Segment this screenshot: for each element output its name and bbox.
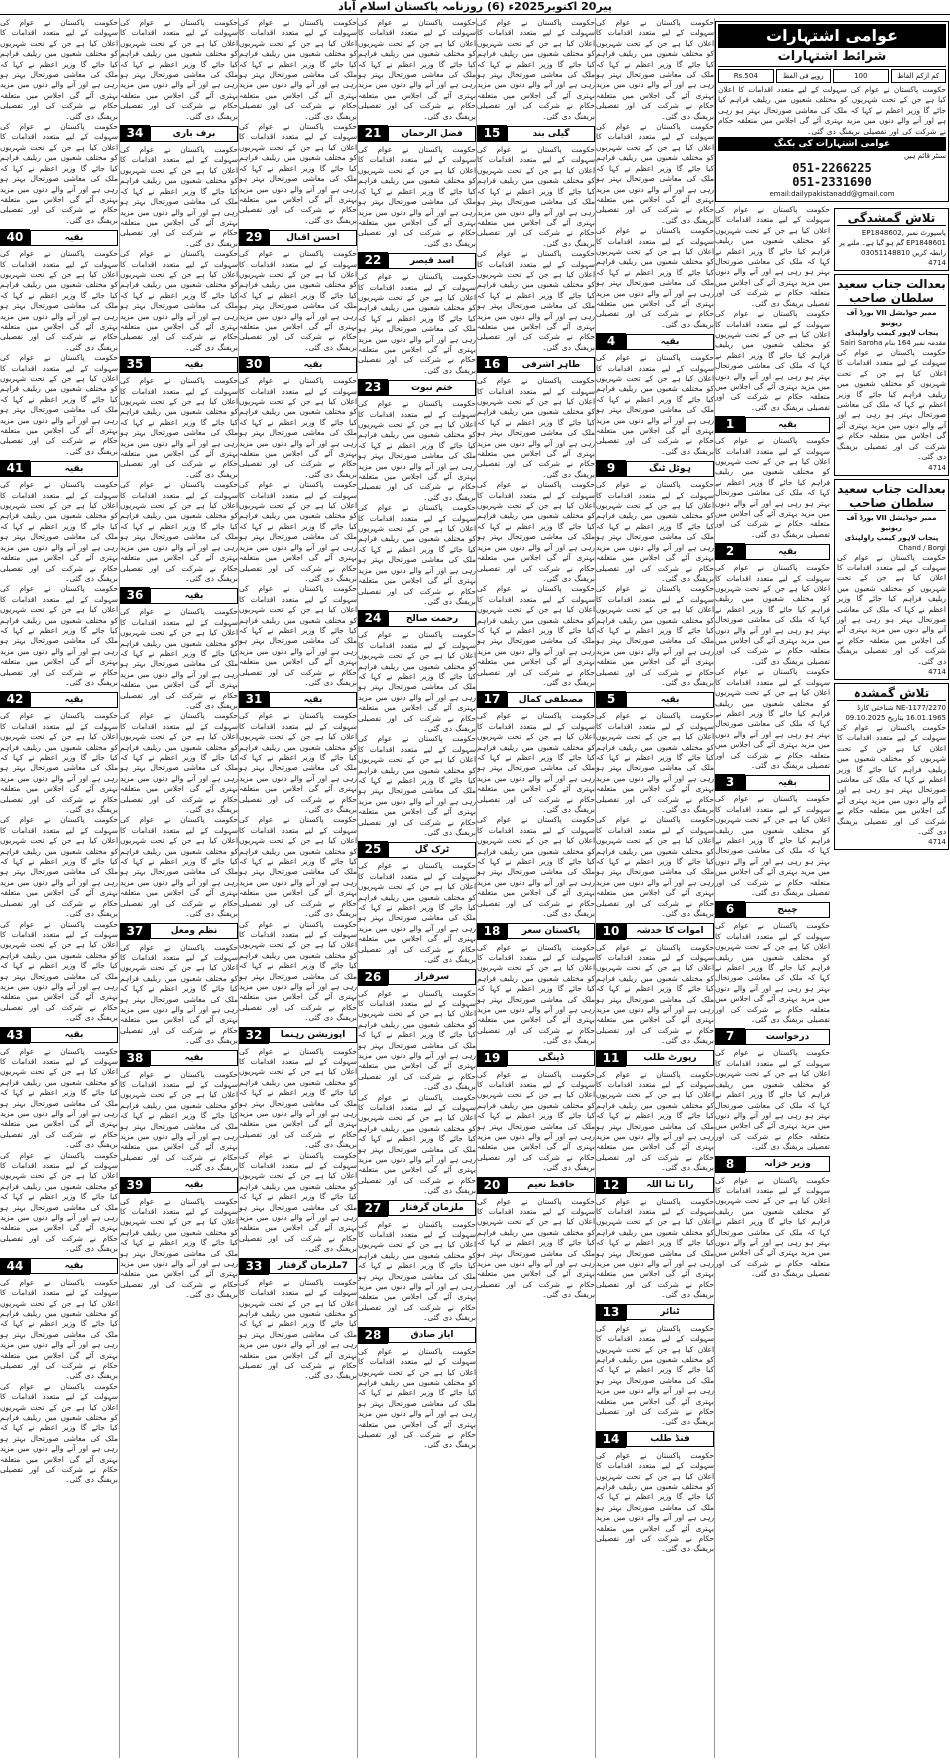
continuation-marker: 16 طاہر اشرفی [477, 356, 595, 373]
continuation-marker: 15 گیلی بند [477, 125, 595, 142]
continuation-marker: 3 بقیہ [715, 774, 830, 791]
continuation-marker: 21 فضل الرحمان [358, 125, 476, 142]
column-3: حکومت پاکستان نے عوام کی سہولت کے لیے متعدد اقدامات کا اعلان کیا ہے جن کے تحت شہریوں کو مختلف شعبوں میں ریلیف فراہم کیا جائے گا وزیر اعظم نے کہا کہ ملک کی معاشی صورتحال بہتر ہو رہی ہے اور آنے والے دنوں میں مزید بہتری آئے گی اجلاس میں متعلقہ حکام نے شرکت کی اور تفصیلی بریفنگ دی گئی۔ حکومت پاکستان نے عوام کی سہولت کے لیے متعدد اقدامات کا اعلان کیا ہے جن کے تحت شہریوں کو مختلف شعبوں میں ریلیف فراہم کیا جائے گا وزیر اعظم نے کہا کہ ملک کی معاشی صورتحال بہتر ہو رہی ہے اور آنے والے دنوں میں مزید بہتری آئے گی اجلاس میں متعلقہ حکام نے شرکت کی اور تفصیلی بریفنگ دی گئی۔ 29 احسن اقبال حکومت پاکستان نے عوام کی سہولت کے لیے متعدد اقدامات کا اعلان کیا ہے جن کے تحت شہریوں کو مختلف شعبوں میں ریلیف فراہم کیا جائے گا وزیر اعظم نے کہا کہ ملک کی معاشی صورتحال بہتر ہو رہی ہے اور آنے والے دنوں میں مزید بہتری آئے گی اجلاس میں متعلقہ حکام نے شرکت کی اور تفصیلی بریفنگ دی گئی۔ 30 بقیہ حکومت پاکستان نے عوام کی سہولت کے لیے متعدد اقدامات کا اعلان کیا ہے جن کے تحت شہریوں کو مختلف شعبوں میں ریلیف فراہم کیا جائے گا وزیر اعظم نے کہا کہ ملک کی معاشی صورتحال بہتر ہو رہی ہے اور آنے والے دنوں میں مزید بہتری آئے گی اجلاس میں متعلقہ حکام نے شرکت کی اور تفصیلی بریفنگ دی گئی۔ حکومت پاکستان نے عوام کی سہولت کے لیے متعدد اقدامات کا اعلان کیا ہے جن کے تحت شہریوں کو مختلف شعبوں میں ریلیف فراہم کیا جائے گا وزیر اعظم نے کہا کہ ملک کی معاشی صورتحال بہتر ہو رہی ہے اور آنے والے دنوں میں مزید بہتری آئے گی اجلاس میں متعلقہ حکام نے شرکت کی اور تفصیلی بریفنگ دی گئی۔ حکومت پاکستان نے عوام کی سہولت کے لیے متعدد اقدامات کا اعلان کیا ہے جن کے تحت شہریوں کو مختلف شعبوں میں ریلیف فراہم کیا جائے گا وزیر اعظم نے کہا کہ ملک کی معاشی صورتحال بہتر ہو رہی ہے اور آنے والے دنوں میں مزید بہتری آئے گی اجلاس میں متعلقہ حکام نے شرکت کی اور تفصیلی بریفنگ دی گئی۔ 31 بقیہ حکومت پاکستان نے عوام کی سہولت کے لیے متعدد اقدامات کا اعلان کیا ہے جن کے تحت شہریوں کو مختلف شعبوں میں ریلیف فراہم کیا جائے گا وزیر اعظم نے کہا کہ ملک کی معاشی صورتحال بہتر ہو رہی ہے اور آنے والے دنوں میں مزید بہتری آئے گی اجلاس میں متعلقہ حکام نے شرکت کی اور تفصیلی بریفنگ دی گئی۔ حکومت پاکستان نے عوام کی سہولت کے لیے متعدد اقدامات کا اعلان کیا ہے جن کے تحت شہریوں کو مختلف شعبوں میں ریلیف فراہم کیا جائے گا وزیر اعظم نے کہا کہ ملک کی معاشی صورتحال بہتر ہو رہی ہے اور آنے والے دنوں میں مزید بہتری آئے گی اجلاس میں متعلقہ حکام نے شرکت کی اور تفصیلی بریفنگ دی گئی۔ حکومت پاکستان نے عوام کی سہولت کے لیے متعدد اقدامات کا اعلان کیا ہے جن کے تحت شہریوں کو مختلف شعبوں میں ریلیف فراہم کیا جائے گا وزیر اعظم نے کہا کہ ملک کی معاشی صورتحال بہتر ہو رہی ہے اور آنے والے دنوں میں مزید بہتری آئے گی اجلاس میں متعلقہ حکام نے شرکت کی اور تفصیلی بریفنگ دی گئی۔ 32 اپوزیشن رہنما حکومت پاکستان نے عوام کی سہولت کے لیے متعدد اقدامات کا اعلان کیا ہے جن کے تحت شہریوں کو مختلف شعبوں میں ریلیف فراہم کیا جائے گا وزیر اعظم نے کہا کہ ملک کی معاشی صورتحال بہتر ہو رہی ہے اور آنے والے دنوں میں مزید بہتری آئے گی اجلاس میں متعلقہ حکام نے شرکت کی اور تفصیلی بریفنگ دی گئی۔ حکومت پاکستان نے عوام کی سہولت کے لیے متعدد اقدامات کا اعلان کیا ہے جن کے تحت شہریوں کو مختلف شعبوں میں ریلیف فراہم کیا جائے گا وزیر اعظم نے کہا کہ ملک کی معاشی صورتحال بہتر ہو رہی ہے اور آنے والے دنوں میں مزید بہتری آئے گی اجلاس میں متعلقہ حکام نے شرکت کی اور تفصیلی بریفنگ دی گئی۔ 33 7ملزمان گرفتار حکومت پاکستان نے عوام کی سہولت کے لیے متعدد اقدامات کا اعلان کیا ہے جن کے تحت شہریوں کو مختلف شعبوں میں ریلیف فراہم کیا جائے گا وزیر اعظم نے کہا کہ ملک کی معاشی صورتحال بہتر ہو رہی ہے اور آنے والے دنوں میں مزید بہتری آئے گی اجلاس میں متعلقہ حکام نے شرکت کی اور تفصیلی بریفنگ دی گئی۔ [238, 18, 357, 1758]
continuation-marker: 1 بقیہ [715, 416, 830, 433]
continuation-marker: 4 بقیہ [596, 333, 714, 350]
continuation-marker: 36 بقیہ [120, 587, 238, 604]
continuation-marker: 31 بقیہ [239, 691, 357, 708]
continuation-marker: 44 بقیہ [0, 1258, 118, 1275]
column-4: حکومت پاکستان نے عوام کی سہولت کے لیے متعدد اقدامات کا اعلان کیا ہے جن کے تحت شہریوں کو مختلف شعبوں میں ریلیف فراہم کیا جائے گا وزیر اعظم نے کہا کہ ملک کی معاشی صورتحال بہتر ہو رہی ہے اور آنے والے دنوں میں مزید بہتری آئے گی اجلاس میں متعلقہ حکام نے شرکت کی اور تفصیلی بریفنگ دی گئی۔ 21 فضل الرحمان حکومت پاکستان نے عوام کی سہولت کے لیے متعدد اقدامات کا اعلان کیا ہے جن کے تحت شہریوں کو مختلف شعبوں میں ریلیف فراہم کیا جائے گا وزیر اعظم نے کہا کہ ملک کی معاشی صورتحال بہتر ہو رہی ہے اور آنے والے دنوں میں مزید بہتری آئے گی اجلاس میں متعلقہ حکام نے شرکت کی اور تفصیلی بریفنگ دی گئی۔ 22 اسد قیصر حکومت پاکستان نے عوام کی سہولت کے لیے متعدد اقدامات کا اعلان کیا ہے جن کے تحت شہریوں کو مختلف شعبوں میں ریلیف فراہم کیا جائے گا وزیر اعظم نے کہا کہ ملک کی معاشی صورتحال بہتر ہو رہی ہے اور آنے والے دنوں میں مزید بہتری آئے گی اجلاس میں متعلقہ حکام نے شرکت کی اور تفصیلی بریفنگ دی گئی۔ 23 ختم نبوت حکومت پاکستان نے عوام کی سہولت کے لیے متعدد اقدامات کا اعلان کیا ہے جن کے تحت شہریوں کو مختلف شعبوں میں ریلیف فراہم کیا جائے گا وزیر اعظم نے کہا کہ ملک کی معاشی صورتحال بہتر ہو رہی ہے اور آنے والے دنوں میں مزید بہتری آئے گی اجلاس میں متعلقہ حکام نے شرکت کی اور تفصیلی بریفنگ دی گئی۔ حکومت پاکستان نے عوام کی سہولت کے لیے متعدد اقدامات کا اعلان کیا ہے جن کے تحت شہریوں کو مختلف شعبوں میں ریلیف فراہم کیا جائے گا وزیر اعظم نے کہا کہ ملک کی معاشی صورتحال بہتر ہو رہی ہے اور آنے والے دنوں میں مزید بہتری آئے گی اجلاس میں متعلقہ حکام نے شرکت کی اور تفصیلی بریفنگ دی گئی۔ 24 رحمت صالح حکومت پاکستان نے عوام کی سہولت کے لیے متعدد اقدامات کا اعلان کیا ہے جن کے تحت شہریوں کو مختلف شعبوں میں ریلیف فراہم کیا جائے گا وزیر اعظم نے کہا کہ ملک کی معاشی صورتحال بہتر ہو رہی ہے اور آنے والے دنوں میں مزید بہتری آئے گی اجلاس میں متعلقہ حکام نے شرکت کی اور تفصیلی بریفنگ دی گئی۔ حکومت پاکستان نے عوام کی سہولت کے لیے متعدد اقدامات کا اعلان کیا ہے جن کے تحت شہریوں کو مختلف شعبوں میں ریلیف فراہم کیا جائے گا وزیر اعظم نے کہا کہ ملک کی معاشی صورتحال بہتر ہو رہی ہے اور آنے والے دنوں میں مزید بہتری آئے گی اجلاس میں متعلقہ حکام نے شرکت کی اور تفصیلی بریفنگ دی گئی۔ 25 ٹرک گل حکومت پاکستان نے عوام کی سہولت کے لیے متعدد اقدامات کا اعلان کیا ہے جن کے تحت شہریوں کو مختلف شعبوں میں ریلیف فراہم کیا جائے گا وزیر اعظم نے کہا کہ ملک کی معاشی صورتحال بہتر ہو رہی ہے اور آنے والے دنوں میں مزید بہتری آئے گی اجلاس میں متعلقہ حکام نے شرکت کی اور تفصیلی بریفنگ دی گئی۔ 26 سرفراز حکومت پاکستان نے عوام کی سہولت کے لیے متعدد اقدامات کا اعلان کیا ہے جن کے تحت شہریوں کو مختلف شعبوں میں ریلیف فراہم کیا جائے گا وزیر اعظم نے کہا کہ ملک کی معاشی صورتحال بہتر ہو رہی ہے اور آنے والے دنوں میں مزید بہتری آئے گی اجلاس میں متعلقہ حکام نے شرکت کی اور تفصیلی بریفنگ دی گئی۔ حکومت پاکستان نے عوام کی سہولت کے لیے متعدد اقدامات کا اعلان کیا ہے جن کے تحت شہریوں کو مختلف شعبوں میں ریلیف فراہم کیا جائے گا وزیر اعظم نے کہا کہ ملک کی معاشی صورتحال بہتر ہو رہی ہے اور آنے والے دنوں میں مزید بہتری آئے گی اجلاس میں متعلقہ حکام نے شرکت کی اور تفصیلی بریفنگ دی گئی۔ 27 ملزمان گرفتار حکومت پاکستان نے عوام کی سہولت کے لیے متعدد اقدامات کا اعلان کیا ہے جن کے تحت شہریوں کو مختلف شعبوں میں ریلیف فراہم کیا جائے گا وزیر اعظم نے کہا کہ ملک کی معاشی صورتحال بہتر ہو رہی ہے اور آنے والے دنوں میں مزید بہتری آئے گی اجلاس میں متعلقہ حکام نے شرکت کی اور تفصیلی بریفنگ دی گئی۔ 28 ایاز صادق حکومت پاکستان نے عوام کی سہولت کے لیے متعدد اقدامات کا اعلان کیا ہے جن کے تحت شہریوں کو مختلف شعبوں میں ریلیف فراہم کیا جائے گا وزیر اعظم نے کہا کہ ملک کی معاشی صورتحال بہتر ہو رہی ہے اور آنے والے دنوں میں مزید بہتری آئے گی اجلاس میں متعلقہ حکام نے شرکت کی اور تفصیلی بریفنگ دی گئی۔ [357, 18, 476, 1758]
continuation-marker: 34 برف باری [120, 125, 238, 142]
column-text: حکومت پاکستان نے عوام کی سہولت کے لیے متعدد اقدامات کا اعلان کیا ہے جن کے تحت شہریوں کو مختلف شعبوں میں ریلیف فراہم کیا جائے گا وزیر اعظم نے کہا کہ ملک کی معاشی صورتحال بہتر ہو رہی ہے اور آنے والے دنوں میں مزید بہتری آئے گی اجلاس میں متعلقہ حکام نے شرکت کی اور تفصیلی بریفنگ دی گئی۔ [0, 18, 118, 121]
continuation-marker: 9 ہوٹل ٹنگ [596, 460, 714, 477]
phone-1: 051-2266225 [792, 161, 872, 176]
ads-rates: کم ازکم الفاظ 100 روپے فی الفظ Rs.504 [718, 67, 946, 85]
notice-lost-cnic: تلاش گمشدہ NE-1177/2270 شناختی کارڈ 16.01.1965 بتاریخ 09.10.2025 حکومت پاکستان نے عوام کی سہولت کے لیے متعدد اقدامات کا اعلان کیا ہے جن کے تحت شہریوں کو مختلف شعبوں میں ریلیف فراہم کیا جائے گا وزیر اعظم نے کہا کہ ملک کی معاشی صورتحال بہتر ہو رہی ہے اور آنے والے دنوں میں مزید بہتری آئے گی اجلاس میں متعلقہ حکام نے شرکت کی اور تفصیلی بریفنگ دی گئی۔ 4714 [834, 683, 949, 850]
continuation-marker: 8 وزیر خزانہ [715, 1156, 830, 1173]
continuation-marker: 29 احسن اقبال [239, 229, 357, 246]
column-7-ads [714, 18, 949, 1758]
continuation-marker: 17 مصطفی کمال [477, 691, 595, 708]
continuation-marker: 6 چینج [715, 901, 830, 918]
continuation-marker: 32 اپوزیشن رہنما [239, 1027, 357, 1044]
continuation-marker: 30 بقیہ [239, 356, 357, 373]
column-1: حکومت پاکستان نے عوام کی سہولت کے لیے متعدد اقدامات کا اعلان کیا ہے جن کے تحت شہریوں کو مختلف شعبوں میں ریلیف فراہم کیا جائے گا وزیر اعظم نے کہا کہ ملک کی معاشی صورتحال بہتر ہو رہی ہے اور آنے والے دنوں میں مزید بہتری آئے گی اجلاس میں متعلقہ حکام نے شرکت کی اور تفصیلی بریفنگ دی گئی۔ حکومت پاکستان نے عوام کی سہولت کے لیے متعدد اقدامات کا اعلان کیا ہے جن کے تحت شہریوں کو مختلف شعبوں میں ریلیف فراہم کیا جائے گا وزیر اعظم نے کہا کہ ملک کی معاشی صورتحال بہتر ہو رہی ہے اور آنے والے دنوں میں مزید بہتری آئے گی اجلاس میں متعلقہ حکام نے شرکت کی اور تفصیلی بریفنگ دی گئی۔ 40 بقیہ حکومت پاکستان نے عوام کی سہولت کے لیے متعدد اقدامات کا اعلان کیا ہے جن کے تحت شہریوں کو مختلف شعبوں میں ریلیف فراہم کیا جائے گا وزیر اعظم نے کہا کہ ملک کی معاشی صورتحال بہتر ہو رہی ہے اور آنے والے دنوں میں مزید بہتری آئے گی اجلاس میں متعلقہ حکام نے شرکت کی اور تفصیلی بریفنگ دی گئی۔ حکومت پاکستان نے عوام کی سہولت کے لیے متعدد اقدامات کا اعلان کیا ہے جن کے تحت شہریوں کو مختلف شعبوں میں ریلیف فراہم کیا جائے گا وزیر اعظم نے کہا کہ ملک کی معاشی صورتحال بہتر ہو رہی ہے اور آنے والے دنوں میں مزید بہتری آئے گی اجلاس میں متعلقہ حکام نے شرکت کی اور تفصیلی بریفنگ دی گئی۔ 41 بقیہ حکومت پاکستان نے عوام کی سہولت کے لیے متعدد اقدامات کا اعلان کیا ہے جن کے تحت شہریوں کو مختلف شعبوں میں ریلیف فراہم کیا جائے گا وزیر اعظم نے کہا کہ ملک کی معاشی صورتحال بہتر ہو رہی ہے اور آنے والے دنوں میں مزید بہتری آئے گی اجلاس میں متعلقہ حکام نے شرکت کی اور تفصیلی بریفنگ دی گئی۔ حکومت پاکستان نے عوام کی سہولت کے لیے متعدد اقدامات کا اعلان کیا ہے جن کے تحت شہریوں کو مختلف شعبوں میں ریلیف فراہم کیا جائے گا وزیر اعظم نے کہا کہ ملک کی معاشی صورتحال بہتر ہو رہی ہے اور آنے والے دنوں میں مزید بہتری آئے گی اجلاس میں متعلقہ حکام نے شرکت کی اور تفصیلی بریفنگ دی گئی۔ 42 بقیہ حکومت پاکستان نے عوام کی سہولت کے لیے متعدد اقدامات کا اعلان کیا ہے جن کے تحت شہریوں کو مختلف شعبوں میں ریلیف فراہم کیا جائے گا وزیر اعظم نے کہا کہ ملک کی معاشی صورتحال بہتر ہو رہی ہے اور آنے والے دنوں میں مزید بہتری آئے گی اجلاس میں متعلقہ حکام نے شرکت کی اور تفصیلی بریفنگ دی گئی۔ حکومت پاکستان نے عوام کی سہولت کے لیے متعدد اقدامات کا اعلان کیا ہے جن کے تحت شہریوں کو مختلف شعبوں میں ریلیف فراہم کیا جائے گا وزیر اعظم نے کہا کہ ملک کی معاشی صورتحال بہتر ہو رہی ہے اور آنے والے دنوں میں مزید بہتری آئے گی اجلاس میں متعلقہ حکام نے شرکت کی اور تفصیلی بریفنگ دی گئی۔ حکومت پاکستان نے عوام کی سہولت کے لیے متعدد اقدامات کا اعلان کیا ہے جن کے تحت شہریوں کو مختلف شعبوں میں ریلیف فراہم کیا جائے گا وزیر اعظم نے کہا کہ ملک کی معاشی صورتحال بہتر ہو رہی ہے اور آنے والے دنوں میں مزید بہتری آئے گی اجلاس میں متعلقہ حکام نے شرکت کی اور تفصیلی بریفنگ دی گئی۔ 43 بقیہ حکومت پاکستان نے عوام کی سہولت کے لیے متعدد اقدامات کا اعلان کیا ہے جن کے تحت شہریوں کو مختلف شعبوں میں ریلیف فراہم کیا جائے گا وزیر اعظم نے کہا کہ ملک کی معاشی صورتحال بہتر ہو رہی ہے اور آنے والے دنوں میں مزید بہتری آئے گی اجلاس میں متعلقہ حکام نے شرکت کی اور تفصیلی بریفنگ دی گئی۔ حکومت پاکستان نے عوام کی سہولت کے لیے متعدد اقدامات کا اعلان کیا ہے جن کے تحت شہریوں کو مختلف شعبوں میں ریلیف فراہم کیا جائے گا وزیر اعظم نے کہا کہ ملک کی معاشی صورتحال بہتر ہو رہی ہے اور آنے والے دنوں میں مزید بہتری آئے گی اجلاس میں متعلقہ حکام نے شرکت کی اور تفصیلی بریفنگ دی گئی۔ 44 بقیہ حکومت پاکستان نے عوام کی سہولت کے لیے متعدد اقدامات کا اعلان کیا ہے جن کے تحت شہریوں کو مختلف شعبوں میں ریلیف فراہم کیا جائے گا وزیر اعظم نے کہا کہ ملک کی معاشی صورتحال بہتر ہو رہی ہے اور آنے والے دنوں میں مزید بہتری آئے گی اجلاس میں متعلقہ حکام نے شرکت کی اور تفصیلی بریفنگ دی گئی۔ حکومت پاکستان نے عوام کی سہولت کے لیے متعدد اقدامات کا اعلان کیا ہے جن کے تحت شہریوں کو مختلف شعبوں میں ریلیف فراہم کیا جائے گا وزیر اعظم نے کہا کہ ملک کی معاشی صورتحال بہتر ہو رہی ہے اور آنے والے دنوں میں مزید بہتری آئے گی اجلاس میں متعلقہ حکام نے شرکت کی اور تفصیلی بریفنگ دی گئی۔ [0, 18, 118, 1485]
continuation-marker: 42 بقیہ [0, 691, 118, 708]
continuation-marker: 41 بقیہ [0, 460, 118, 477]
continuation-marker: 27 ملزمان گرفتار [358, 1200, 476, 1217]
phone-2: 051-2331690 [792, 175, 872, 190]
continuation-marker: 33 7ملزمان گرفتار [239, 1258, 357, 1275]
continuation-marker: 25 ٹرک گل [358, 841, 476, 858]
continuation-marker: 19 ڈینگی [477, 1050, 595, 1067]
public-ads-box: عوامی اشتہارات شرائط اشتہارات کم ازکم الفاظ 100 روپے فی الفظ Rs.504 حکومت پاکستان نے عوام کی سہولت کے لیے متعدد اقدامات کا اعلان کیا ہے جن کے تحت شہریوں کو مختلف شعبوں میں ریلیف فراہم کیا جائے گا وزیر اعظم نے کہا کہ ملک کی معاشی صورتحال بہتر ہو رہی ہے اور آنے والے دنوں میں مزید بہتری آئے گی اجلاس میں متعلقہ حکام نے شرکت کی اور تفصیلی بریفنگ دی گئی۔ عوامی اشتہارات کی بکنگ سنٹر قائم ہیں 051-2266225 051-2331690 email:dailypakistanadd@gmail.com [715, 21, 949, 202]
continuation-marker: 38 بقیہ [120, 1050, 238, 1067]
continuation-marker: 18 پاکستان سعر [477, 923, 595, 940]
continuation-marker: 20 حافظ نعیم [477, 1177, 595, 1194]
column-2: حکومت پاکستان نے عوام کی سہولت کے لیے متعدد اقدامات کا اعلان کیا ہے جن کے تحت شہریوں کو مختلف شعبوں میں ریلیف فراہم کیا جائے گا وزیر اعظم نے کہا کہ ملک کی معاشی صورتحال بہتر ہو رہی ہے اور آنے والے دنوں میں مزید بہتری آئے گی اجلاس میں متعلقہ حکام نے شرکت کی اور تفصیلی بریفنگ دی گئی۔ 34 برف باری حکومت پاکستان نے عوام کی سہولت کے لیے متعدد اقدامات کا اعلان کیا ہے جن کے تحت شہریوں کو مختلف شعبوں میں ریلیف فراہم کیا جائے گا وزیر اعظم نے کہا کہ ملک کی معاشی صورتحال بہتر ہو رہی ہے اور آنے والے دنوں میں مزید بہتری آئے گی اجلاس میں متعلقہ حکام نے شرکت کی اور تفصیلی بریفنگ دی گئی۔ حکومت پاکستان نے عوام کی سہولت کے لیے متعدد اقدامات کا اعلان کیا ہے جن کے تحت شہریوں کو مختلف شعبوں میں ریلیف فراہم کیا جائے گا وزیر اعظم نے کہا کہ ملک کی معاشی صورتحال بہتر ہو رہی ہے اور آنے والے دنوں میں مزید بہتری آئے گی اجلاس میں متعلقہ حکام نے شرکت کی اور تفصیلی بریفنگ دی گئی۔ 35 بقیہ حکومت پاکستان نے عوام کی سہولت کے لیے متعدد اقدامات کا اعلان کیا ہے جن کے تحت شہریوں کو مختلف شعبوں میں ریلیف فراہم کیا جائے گا وزیر اعظم نے کہا کہ ملک کی معاشی صورتحال بہتر ہو رہی ہے اور آنے والے دنوں میں مزید بہتری آئے گی اجلاس میں متعلقہ حکام نے شرکت کی اور تفصیلی بریفنگ دی گئی۔ حکومت پاکستان نے عوام کی سہولت کے لیے متعدد اقدامات کا اعلان کیا ہے جن کے تحت شہریوں کو مختلف شعبوں میں ریلیف فراہم کیا جائے گا وزیر اعظم نے کہا کہ ملک کی معاشی صورتحال بہتر ہو رہی ہے اور آنے والے دنوں میں مزید بہتری آئے گی اجلاس میں متعلقہ حکام نے شرکت کی اور تفصیلی بریفنگ دی گئی۔ 36 بقیہ حکومت پاکستان نے عوام کی سہولت کے لیے متعدد اقدامات کا اعلان کیا ہے جن کے تحت شہریوں کو مختلف شعبوں میں ریلیف فراہم کیا جائے گا وزیر اعظم نے کہا کہ ملک کی معاشی صورتحال بہتر ہو رہی ہے اور آنے والے دنوں میں مزید بہتری آئے گی اجلاس میں متعلقہ حکام نے شرکت کی اور تفصیلی بریفنگ دی گئی۔ حکومت پاکستان نے عوام کی سہولت کے لیے متعدد اقدامات کا اعلان کیا ہے جن کے تحت شہریوں کو مختلف شعبوں میں ریلیف فراہم کیا جائے گا وزیر اعظم نے کہا کہ ملک کی معاشی صورتحال بہتر ہو رہی ہے اور آنے والے دنوں میں مزید بہتری آئے گی اجلاس میں متعلقہ حکام نے شرکت کی اور تفصیلی بریفنگ دی گئی۔ حکومت پاکستان نے عوام کی سہولت کے لیے متعدد اقدامات کا اعلان کیا ہے جن کے تحت شہریوں کو مختلف شعبوں میں ریلیف فراہم کیا جائے گا وزیر اعظم نے کہا کہ ملک کی معاشی صورتحال بہتر ہو رہی ہے اور آنے والے دنوں میں مزید بہتری آئے گی اجلاس میں متعلقہ حکام نے شرکت کی اور تفصیلی بریفنگ دی گئی۔ 37 نظم ومعل حکومت پاکستان نے عوام کی سہولت کے لیے متعدد اقدامات کا اعلان کیا ہے جن کے تحت شہریوں کو مختلف شعبوں میں ریلیف فراہم کیا جائے گا وزیر اعظم نے کہا کہ ملک کی معاشی صورتحال بہتر ہو رہی ہے اور آنے والے دنوں میں مزید بہتری آئے گی اجلاس میں متعلقہ حکام نے شرکت کی اور تفصیلی بریفنگ دی گئی۔ 38 بقیہ حکومت پاکستان نے عوام کی سہولت کے لیے متعدد اقدامات کا اعلان کیا ہے جن کے تحت شہریوں کو مختلف شعبوں میں ریلیف فراہم کیا جائے گا وزیر اعظم نے کہا کہ ملک کی معاشی صورتحال بہتر ہو رہی ہے اور آنے والے دنوں میں مزید بہتری آئے گی اجلاس میں متعلقہ حکام نے شرکت کی اور تفصیلی بریفنگ دی گئی۔ 39 بقیہ حکومت پاکستان نے عوام کی سہولت کے لیے متعدد اقدامات کا اعلان کیا ہے جن کے تحت شہریوں کو مختلف شعبوں میں ریلیف فراہم کیا جائے گا وزیر اعظم نے کہا کہ ملک کی معاشی صورتحال بہتر ہو رہی ہے اور آنے والے دنوں میں مزید بہتری آئے گی اجلاس میں متعلقہ حکام نے شرکت کی اور تفصیلی بریفنگ دی گئی۔ [119, 18, 238, 1758]
continuation-marker: 7 درخواست [715, 1028, 830, 1045]
continuation-marker: 26 سرفراز [358, 969, 476, 986]
continuation-marker: 12 رانا ثنا اللہ [596, 1177, 714, 1194]
continuation-marker: 14 فنڈ طلب [596, 1431, 714, 1448]
continuation-marker: 39 بقیہ [120, 1177, 238, 1194]
column-6: حکومت پاکستان نے عوام کی سہولت کے لیے متعدد اقدامات کا اعلان کیا ہے جن کے تحت شہریوں کو مختلف شعبوں میں ریلیف فراہم کیا جائے گا وزیر اعظم نے کہا کہ ملک کی معاشی صورتحال بہتر ہو رہی ہے اور آنے والے دنوں میں مزید بہتری آئے گی اجلاس میں متعلقہ حکام نے شرکت کی اور تفصیلی بریفنگ دی گئی۔ حکومت پاکستان نے عوام کی سہولت کے لیے متعدد اقدامات کا اعلان کیا ہے جن کے تحت شہریوں کو مختلف شعبوں میں ریلیف فراہم کیا جائے گا وزیر اعظم نے کہا کہ ملک کی معاشی صورتحال بہتر ہو رہی ہے اور آنے والے دنوں میں مزید بہتری آئے گی اجلاس میں متعلقہ حکام نے شرکت کی اور تفصیلی بریفنگ دی گئی۔ حکومت پاکستان نے عوام کی سہولت کے لیے متعدد اقدامات کا اعلان کیا ہے جن کے تحت شہریوں کو مختلف شعبوں میں ریلیف فراہم کیا جائے گا وزیر اعظم نے کہا کہ ملک کی معاشی صورتحال بہتر ہو رہی ہے اور آنے والے دنوں میں مزید بہتری آئے گی اجلاس میں متعلقہ حکام نے شرکت کی اور تفصیلی بریفنگ دی گئی۔ 4 بقیہ حکومت پاکستان نے عوام کی سہولت کے لیے متعدد اقدامات کا اعلان کیا ہے جن کے تحت شہریوں کو مختلف شعبوں میں ریلیف فراہم کیا جائے گا وزیر اعظم نے کہا کہ ملک کی معاشی صورتحال بہتر ہو رہی ہے اور آنے والے دنوں میں مزید بہتری آئے گی اجلاس میں متعلقہ حکام نے شرکت کی اور تفصیلی بریفنگ دی گئی۔ 9 ہوٹل ٹنگ حکومت پاکستان نے عوام کی سہولت کے لیے متعدد اقدامات کا اعلان کیا ہے جن کے تحت شہریوں کو مختلف شعبوں میں ریلیف فراہم کیا جائے گا وزیر اعظم نے کہا کہ ملک کی معاشی صورتحال بہتر ہو رہی ہے اور آنے والے دنوں میں مزید بہتری آئے گی اجلاس میں متعلقہ حکام نے شرکت کی اور تفصیلی بریفنگ دی گئی۔ حکومت پاکستان نے عوام کی سہولت کے لیے متعدد اقدامات کا اعلان کیا ہے جن کے تحت شہریوں کو مختلف شعبوں میں ریلیف فراہم کیا جائے گا وزیر اعظم نے کہا کہ ملک کی معاشی صورتحال بہتر ہو رہی ہے اور آنے والے دنوں میں مزید بہتری آئے گی اجلاس میں متعلقہ حکام نے شرکت کی اور تفصیلی بریفنگ دی گئی۔ 5 بقیہ حکومت پاکستان نے عوام کی سہولت کے لیے متعدد اقدامات کا اعلان کیا ہے جن کے تحت شہریوں کو مختلف شعبوں میں ریلیف فراہم کیا جائے گا وزیر اعظم نے کہا کہ ملک کی معاشی صورتحال بہتر ہو رہی ہے اور آنے والے دنوں میں مزید بہتری آئے گی اجلاس میں متعلقہ حکام نے شرکت کی اور تفصیلی بریفنگ دی گئی۔ حکومت پاکستان نے عوام کی سہولت کے لیے متعدد اقدامات کا اعلان کیا ہے جن کے تحت شہریوں کو مختلف شعبوں میں ریلیف فراہم کیا جائے گا وزیر اعظم نے کہا کہ ملک کی معاشی صورتحال بہتر ہو رہی ہے اور آنے والے دنوں میں مزید بہتری آئے گی اجلاس میں متعلقہ حکام نے شرکت کی اور تفصیلی بریفنگ دی گئی۔ 10 اموات کا خدشہ حکومت پاکستان نے عوام کی سہولت کے لیے متعدد اقدامات کا اعلان کیا ہے جن کے تحت شہریوں کو مختلف شعبوں میں ریلیف فراہم کیا جائے گا وزیر اعظم نے کہا کہ ملک کی معاشی صورتحال بہتر ہو رہی ہے اور آنے والے دنوں میں مزید بہتری آئے گی اجلاس میں متعلقہ حکام نے شرکت کی اور تفصیلی بریفنگ دی گئی۔ 11 رپورٹ طلب حکومت پاکستان نے عوام کی سہولت کے لیے متعدد اقدامات کا اعلان کیا ہے جن کے تحت شہریوں کو مختلف شعبوں میں ریلیف فراہم کیا جائے گا وزیر اعظم نے کہا کہ ملک کی معاشی صورتحال بہتر ہو رہی ہے اور آنے والے دنوں میں مزید بہتری آئے گی اجلاس میں متعلقہ حکام نے شرکت کی اور تفصیلی بریفنگ دی گئی۔ 12 رانا ثنا اللہ حکومت پاکستان نے عوام کی سہولت کے لیے متعدد اقدامات کا اعلان کیا ہے جن کے تحت شہریوں کو مختلف شعبوں میں ریلیف فراہم کیا جائے گا وزیر اعظم نے کہا کہ ملک کی معاشی صورتحال بہتر ہو رہی ہے اور آنے والے دنوں میں مزید بہتری آئے گی اجلاس میں متعلقہ حکام نے شرکت کی اور تفصیلی بریفنگ دی گئی۔ 13 ٹنائر حکومت پاکستان نے عوام کی سہولت کے لیے متعدد اقدامات کا اعلان کیا ہے جن کے تحت شہریوں کو مختلف شعبوں میں ریلیف فراہم کیا جائے گا وزیر اعظم نے کہا کہ ملک کی معاشی صورتحال بہتر ہو رہی ہے اور آنے والے دنوں میں مزید بہتری آئے گی اجلاس میں متعلقہ حکام نے شرکت کی اور تفصیلی بریفنگ دی گئی۔ 14 فنڈ طلب حکومت پاکستان نے عوام کی سہولت کے لیے متعدد اقدامات کا اعلان کیا ہے جن کے تحت شہریوں کو مختلف شعبوں میں ریلیف فراہم کیا جائے گا وزیر اعظم نے کہا کہ ملک کی معاشی صورتحال بہتر ہو رہی ہے اور آنے والے دنوں میں مزید بہتری آئے گی اجلاس میں متعلقہ حکام نے شرکت کی اور تفصیلی بریفنگ دی گئی۔ [595, 18, 714, 1758]
notice-lost-passport: تلاش گمشدگی پاسپورٹ نمبر EP1848602, EP1848601 گم ہو گیا ہے۔ ملنے پر رابطہ کریں 03051148810 4714 [834, 208, 949, 271]
ads-subcol-right [834, 205, 949, 1280]
continuation-marker: 23 ختم نبوت [358, 379, 476, 396]
ads-title: عوامی اشتہارات [718, 24, 946, 48]
continuation-marker: 40 بقیہ [0, 229, 118, 246]
continuation-marker: 24 رحمت صالح [358, 610, 476, 627]
page-masthead: پیر20 اکتوبر2025ء (6) روزنامہ پاکستان اسلام آباد [0, 0, 950, 15]
ads-subtitle: شرائط اشتہارات [718, 48, 946, 67]
booking-title: عوامی اشتہارات کی بکنگ [718, 137, 946, 151]
ads-email: email:dailypakistanadd@gmail.com [769, 190, 895, 199]
notice-court-1: بعدالت جناب سعید سلطان صاحب ممبر جوڈیشل VII بورڈ آف ریونیو پنجاب لاہور کیمپ راولپنڈی مقدمہ نمبر 164 بنام Sairi Saroha حکومت پاکستان نے عوام کی سہولت کے لیے متعدد اقدامات کا اعلان کیا ہے جن کے تحت شہریوں کو مختلف شعبوں میں ریلیف فراہم کیا جائے گا وزیر اعظم نے کہا کہ ملک کی معاشی صورتحال بہتر ہو رہی ہے اور آنے والے دنوں میں مزید بہتری آئے گی اجلاس میں متعلقہ حکام نے شرکت کی اور تفصیلی بریفنگ دی گئی۔ 4714 [834, 274, 949, 475]
continuation-marker: 37 نظم ومعل [120, 923, 238, 940]
continuation-marker: 28 ایاز صادق [358, 1327, 476, 1344]
booking-note: سنٹر قائم ہیں [903, 152, 946, 161]
column-5: حکومت پاکستان نے عوام کی سہولت کے لیے متعدد اقدامات کا اعلان کیا ہے جن کے تحت شہریوں کو مختلف شعبوں میں ریلیف فراہم کیا جائے گا وزیر اعظم نے کہا کہ ملک کی معاشی صورتحال بہتر ہو رہی ہے اور آنے والے دنوں میں مزید بہتری آئے گی اجلاس میں متعلقہ حکام نے شرکت کی اور تفصیلی بریفنگ دی گئی۔ 15 گیلی بند حکومت پاکستان نے عوام کی سہولت کے لیے متعدد اقدامات کا اعلان کیا ہے جن کے تحت شہریوں کو مختلف شعبوں میں ریلیف فراہم کیا جائے گا وزیر اعظم نے کہا کہ ملک کی معاشی صورتحال بہتر ہو رہی ہے اور آنے والے دنوں میں مزید بہتری آئے گی اجلاس میں متعلقہ حکام نے شرکت کی اور تفصیلی بریفنگ دی گئی۔ حکومت پاکستان نے عوام کی سہولت کے لیے متعدد اقدامات کا اعلان کیا ہے جن کے تحت شہریوں کو مختلف شعبوں میں ریلیف فراہم کیا جائے گا وزیر اعظم نے کہا کہ ملک کی معاشی صورتحال بہتر ہو رہی ہے اور آنے والے دنوں میں مزید بہتری آئے گی اجلاس میں متعلقہ حکام نے شرکت کی اور تفصیلی بریفنگ دی گئی۔ 16 طاہر اشرفی حکومت پاکستان نے عوام کی سہولت کے لیے متعدد اقدامات کا اعلان کیا ہے جن کے تحت شہریوں کو مختلف شعبوں میں ریلیف فراہم کیا جائے گا وزیر اعظم نے کہا کہ ملک کی معاشی صورتحال بہتر ہو رہی ہے اور آنے والے دنوں میں مزید بہتری آئے گی اجلاس میں متعلقہ حکام نے شرکت کی اور تفصیلی بریفنگ دی گئی۔ حکومت پاکستان نے عوام کی سہولت کے لیے متعدد اقدامات کا اعلان کیا ہے جن کے تحت شہریوں کو مختلف شعبوں میں ریلیف فراہم کیا جائے گا وزیر اعظم نے کہا کہ ملک کی معاشی صورتحال بہتر ہو رہی ہے اور آنے والے دنوں میں مزید بہتری آئے گی اجلاس میں متعلقہ حکام نے شرکت کی اور تفصیلی بریفنگ دی گئی۔ حکومت پاکستان نے عوام کی سہولت کے لیے متعدد اقدامات کا اعلان کیا ہے جن کے تحت شہریوں کو مختلف شعبوں میں ریلیف فراہم کیا جائے گا وزیر اعظم نے کہا کہ ملک کی معاشی صورتحال بہتر ہو رہی ہے اور آنے والے دنوں میں مزید بہتری آئے گی اجلاس میں متعلقہ حکام نے شرکت کی اور تفصیلی بریفنگ دی گئی۔ 17 مصطفی کمال حکومت پاکستان نے عوام کی سہولت کے لیے متعدد اقدامات کا اعلان کیا ہے جن کے تحت شہریوں کو مختلف شعبوں میں ریلیف فراہم کیا جائے گا وزیر اعظم نے کہا کہ ملک کی معاشی صورتحال بہتر ہو رہی ہے اور آنے والے دنوں میں مزید بہتری آئے گی اجلاس میں متعلقہ حکام نے شرکت کی اور تفصیلی بریفنگ دی گئی۔ حکومت پاکستان نے عوام کی سہولت کے لیے متعدد اقدامات کا اعلان کیا ہے جن کے تحت شہریوں کو مختلف شعبوں میں ریلیف فراہم کیا جائے گا وزیر اعظم نے کہا کہ ملک کی معاشی صورتحال بہتر ہو رہی ہے اور آنے والے دنوں میں مزید بہتری آئے گی اجلاس میں متعلقہ حکام نے شرکت کی اور تفصیلی بریفنگ دی گئی۔ 18 پاکستان سعر حکومت پاکستان نے عوام کی سہولت کے لیے متعدد اقدامات کا اعلان کیا ہے جن کے تحت شہریوں کو مختلف شعبوں میں ریلیف فراہم کیا جائے گا وزیر اعظم نے کہا کہ ملک کی معاشی صورتحال بہتر ہو رہی ہے اور آنے والے دنوں میں مزید بہتری آئے گی اجلاس میں متعلقہ حکام نے شرکت کی اور تفصیلی بریفنگ دی گئی۔ 19 ڈینگی حکومت پاکستان نے عوام کی سہولت کے لیے متعدد اقدامات کا اعلان کیا ہے جن کے تحت شہریوں کو مختلف شعبوں میں ریلیف فراہم کیا جائے گا وزیر اعظم نے کہا کہ ملک کی معاشی صورتحال بہتر ہو رہی ہے اور آنے والے دنوں میں مزید بہتری آئے گی اجلاس میں متعلقہ حکام نے شرکت کی اور تفصیلی بریفنگ دی گئی۔ 20 حافظ نعیم حکومت پاکستان نے عوام کی سہولت کے لیے متعدد اقدامات کا اعلان کیا ہے جن کے تحت شہریوں کو مختلف شعبوں میں ریلیف فراہم کیا جائے گا وزیر اعظم نے کہا کہ ملک کی معاشی صورتحال بہتر ہو رہی ہے اور آنے والے دنوں میں مزید بہتری آئے گی اجلاس میں متعلقہ حکام نے شرکت کی اور تفصیلی بریفنگ دی گئی۔ [476, 18, 595, 1758]
continuation-marker: 11 رپورٹ طلب [596, 1050, 714, 1067]
continuation-marker: 13 ٹنائر [596, 1304, 714, 1321]
continuation-marker: 35 بقیہ [120, 356, 238, 373]
continuation-marker: 5 بقیہ [596, 691, 714, 708]
continuation-marker: 2 بقیہ [715, 543, 830, 560]
continuation-marker: 22 اسد قیصر [358, 252, 476, 269]
notice-court-2: بعدالت جناب سعید سلطان صاحب ممبر جوڈیشل VII بورڈ آف ریونیو پنجاب لاہور کیمپ راولپنڈی Chand / Borgi حکومت پاکستان نے عوام کی سہولت کے لیے متعدد اقدامات کا اعلان کیا ہے جن کے تحت شہریوں کو مختلف شعبوں میں ریلیف فراہم کیا جائے گا وزیر اعظم نے کہا کہ ملک کی معاشی صورتحال بہتر ہو رہی ہے اور آنے والے دنوں میں مزید بہتری آئے گی اجلاس میں متعلقہ حکام نے شرکت کی اور تفصیلی بریفنگ دی گئی۔ 4714 [834, 479, 949, 680]
continuation-marker: 43 بقیہ [0, 1027, 118, 1044]
continuation-marker: 10 اموات کا خدشہ [596, 923, 714, 940]
ads-subcol-left: حکومت پاکستان نے عوام کی سہولت کے لیے متعدد اقدامات کا اعلان کیا ہے جن کے تحت شہریوں کو مختلف شعبوں میں ریلیف فراہم کیا جائے گا وزیر اعظم نے کہا کہ ملک کی معاشی صورتحال بہتر ہو رہی ہے اور آنے والے دنوں میں مزید بہتری آئے گی اجلاس میں متعلقہ حکام نے شرکت کی اور تفصیلی بریفنگ دی گئی۔ حکومت پاکستان نے عوام کی سہولت کے لیے متعدد اقدامات کا اعلان کیا ہے جن کے تحت شہریوں کو مختلف شعبوں میں ریلیف فراہم کیا جائے گا وزیر اعظم نے کہا کہ ملک کی معاشی صورتحال بہتر ہو رہی ہے اور آنے والے دنوں میں مزید بہتری آئے گی اجلاس میں متعلقہ حکام نے شرکت کی اور تفصیلی بریفنگ دی گئی۔ 1 بقیہ حکومت پاکستان نے عوام کی سہولت کے لیے متعدد اقدامات کا اعلان کیا ہے جن کے تحت شہریوں کو مختلف شعبوں میں ریلیف فراہم کیا جائے گا وزیر اعظم نے کہا کہ ملک کی معاشی صورتحال بہتر ہو رہی ہے اور آنے والے دنوں میں مزید بہتری آئے گی اجلاس میں متعلقہ حکام نے شرکت کی اور تفصیلی بریفنگ دی گئی۔ 2 بقیہ حکومت پاکستان نے عوام کی سہولت کے لیے متعدد اقدامات کا اعلان کیا ہے جن کے تحت شہریوں کو مختلف شعبوں میں ریلیف فراہم کیا جائے گا وزیر اعظم نے کہا کہ ملک کی معاشی صورتحال بہتر ہو رہی ہے اور آنے والے دنوں میں مزید بہتری آئے گی اجلاس میں متعلقہ حکام نے شرکت کی اور تفصیلی بریفنگ دی گئی۔ حکومت پاکستان نے عوام کی سہولت کے لیے متعدد اقدامات کا اعلان کیا ہے جن کے تحت شہریوں کو مختلف شعبوں میں ریلیف فراہم کیا جائے گا وزیر اعظم نے کہا کہ ملک کی معاشی صورتحال بہتر ہو رہی ہے اور آنے والے دنوں میں مزید بہتری آئے گی اجلاس میں متعلقہ حکام نے شرکت کی اور تفصیلی بریفنگ دی گئی۔ 3 بقیہ حکومت پاکستان نے عوام کی سہولت کے لیے متعدد اقدامات کا اعلان کیا ہے جن کے تحت شہریوں کو مختلف شعبوں میں ریلیف فراہم کیا جائے گا وزیر اعظم نے کہا کہ ملک کی معاشی صورتحال بہتر ہو رہی ہے اور آنے والے دنوں میں مزید بہتری آئے گی اجلاس میں متعلقہ حکام نے شرکت کی اور تفصیلی بریفنگ دی گئی۔ 6 چینج حکومت پاکستان نے عوام کی سہولت کے لیے متعدد اقدامات کا اعلان کیا ہے جن کے تحت شہریوں کو مختلف شعبوں میں ریلیف فراہم کیا جائے گا وزیر اعظم نے کہا کہ ملک کی معاشی صورتحال بہتر ہو رہی ہے اور آنے والے دنوں میں مزید بہتری آئے گی اجلاس میں متعلقہ حکام نے شرکت کی اور تفصیلی بریفنگ دی گئی۔ 7 درخواست حکومت پاکستان نے عوام کی سہولت کے لیے متعدد اقدامات کا اعلان کیا ہے جن کے تحت شہریوں کو مختلف شعبوں میں ریلیف فراہم کیا جائے گا وزیر اعظم نے کہا کہ ملک کی معاشی صورتحال بہتر ہو رہی ہے اور آنے والے دنوں میں مزید بہتری آئے گی اجلاس میں متعلقہ حکام نے شرکت کی اور تفصیلی بریفنگ دی گئی۔ 8 وزیر خزانہ حکومت پاکستان نے عوام کی سہولت کے لیے متعدد اقدامات کا اعلان کیا ہے جن کے تحت شہریوں کو مختلف شعبوں میں ریلیف فراہم کیا جائے گا وزیر اعظم نے کہا کہ ملک کی معاشی صورتحال بہتر ہو رہی ہے اور آنے والے دنوں میں مزید بہتری آئے گی اجلاس میں متعلقہ حکام نے شرکت کی اور تفصیلی بریفنگ دی گئی۔ [715, 205, 830, 1279]
